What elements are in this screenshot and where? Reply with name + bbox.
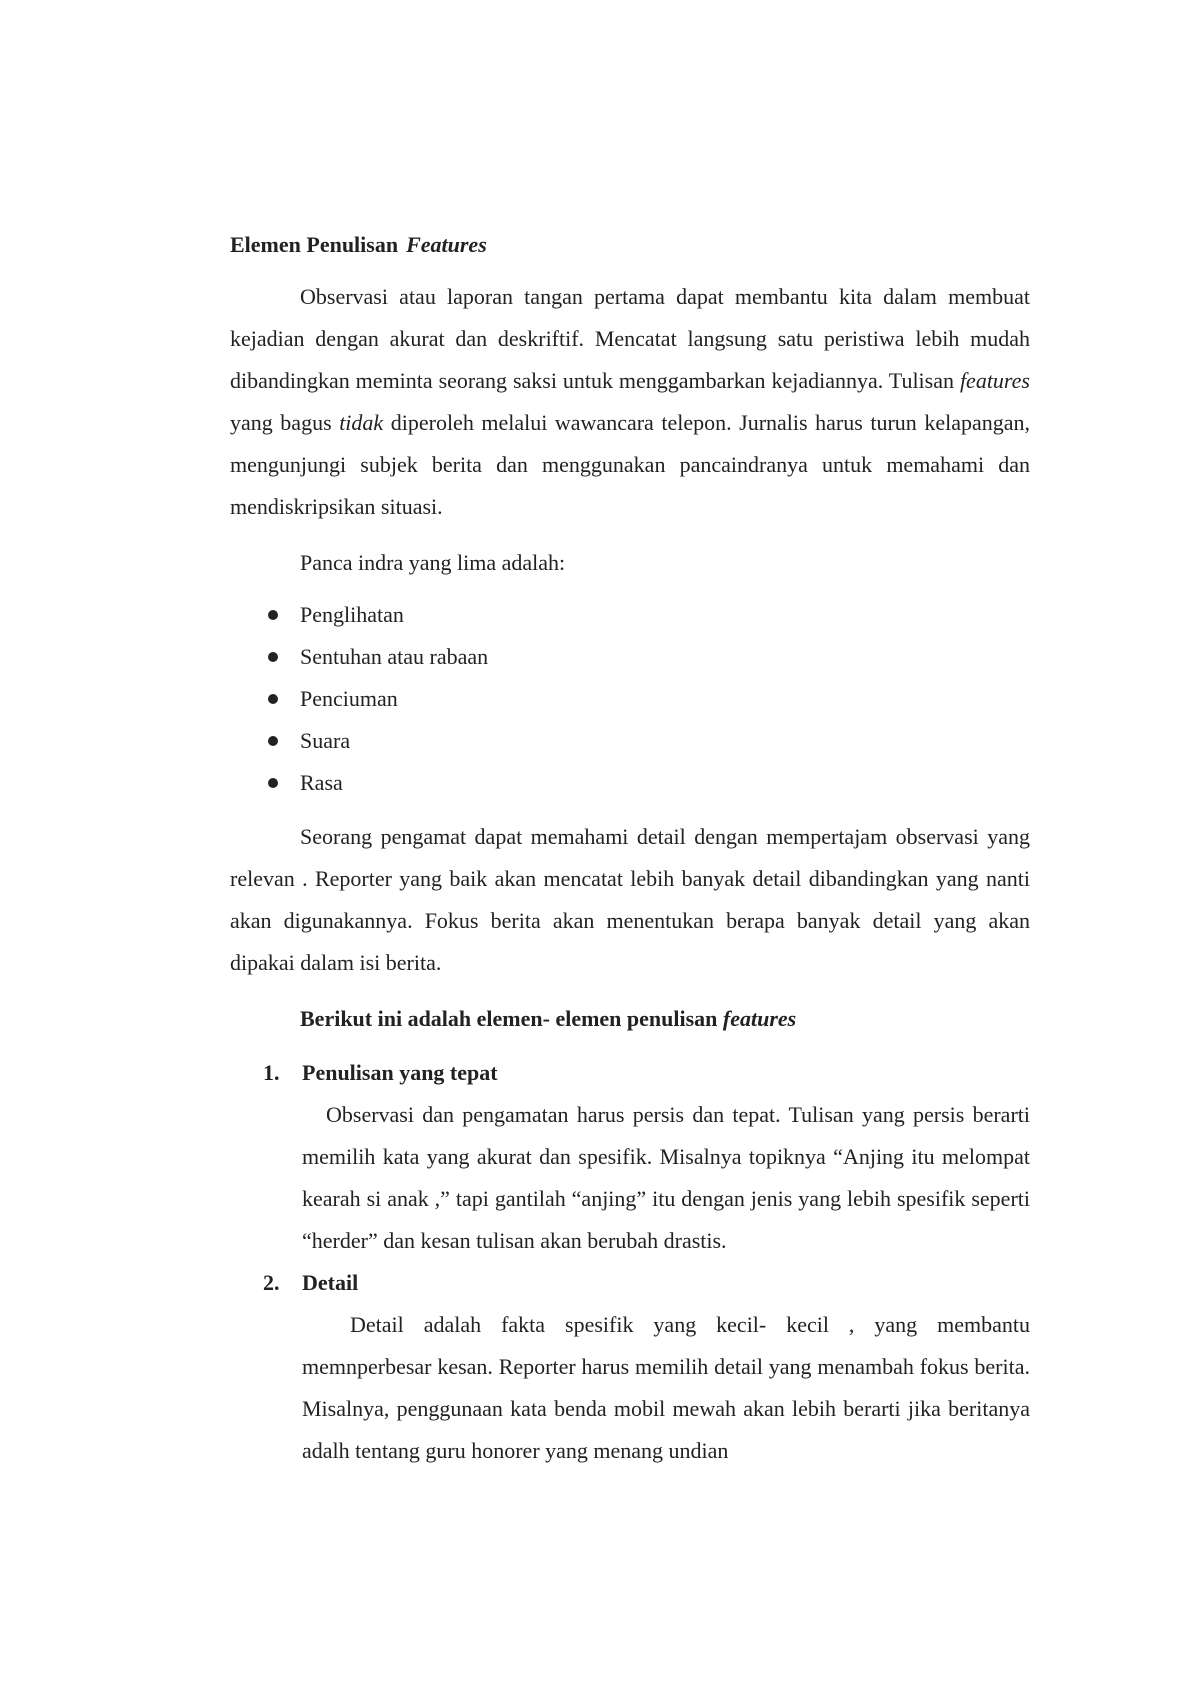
intro-italic-2: tidak <box>339 410 384 435</box>
senses-list <box>230 594 1030 804</box>
list-item <box>230 678 1030 720</box>
document-body <box>230 230 1030 1472</box>
bullet-icon <box>268 694 278 704</box>
subheading-text: Berikut ini adalah elemen- elemen penulisan <box>300 1006 723 1031</box>
element-item <box>230 1262 1030 1472</box>
list-item-label: Sentuhan atau rabaan <box>300 644 489 669</box>
intro-paragraph <box>230 276 1030 528</box>
bullet-icon <box>268 736 278 746</box>
list-item-label: Rasa <box>300 770 343 795</box>
page-title <box>230 230 1030 260</box>
subheading-italic: features <box>722 1006 797 1031</box>
elements-subheading <box>300 998 1030 1040</box>
intro-text-3: diperoleh melalui wawancara telepon. Jurnalis harus turun kelapangan, mengunjungi subjek berita dan menggunakan pancaindranya untuk memahami dan mendiskripsikan situasi. <box>230 410 1030 519</box>
senses-intro: Panca indra yang lima adalah: <box>300 550 566 575</box>
list-item <box>230 636 1030 678</box>
title-italic: Features <box>406 232 487 257</box>
observation-paragraph: Seorang pengamat dapat memahami detail dengan mempertajam observasi yang relevan . Reporter yang baik akan mencatat lebih banyak detail dibandingkan yang nanti akan digunakannya. Fokus berita akan menentukan berapa banyak detail yang akan dipakai dalam isi berita. <box>230 824 1030 975</box>
bullet-icon <box>268 652 278 662</box>
intro-text-2: yang bagus <box>230 410 340 435</box>
list-item <box>230 762 1030 804</box>
intro-italic-1: features <box>959 368 1030 393</box>
bullet-icon <box>268 610 278 620</box>
element-body: Observasi dan pengamatan harus persis dan tepat. Tulisan yang persis berarti memilih kata yang akurat dan spesifik. Misalnya topiknya “Anjing itu melompat kearah si anak ,” tapi gantilah “anjing” itu dengan jenis yang lebih spesifik seperti “herder” dan kesan tulisan akan berubah drastis. <box>302 1102 1030 1253</box>
intro-text-1: Observasi atau laporan tangan pertama dapat membantu kita dalam membuat kejadian dengan akurat dan deskriftif. Mencatat langsung satu peristiwa lebih mudah dibandingkan meminta seorang saksi untuk menggambarkan kejadiannya. Tulisan <box>230 284 1030 393</box>
list-item <box>230 594 1030 636</box>
bullet-icon <box>268 778 278 788</box>
elements-list <box>230 1052 1030 1472</box>
list-item-label: Penglihatan <box>300 602 404 627</box>
list-item-label: Suara <box>300 728 351 753</box>
element-title: Detail <box>302 1270 359 1295</box>
title-main: Elemen Penulisan <box>230 232 399 257</box>
element-title: Penulisan yang tepat <box>302 1060 498 1085</box>
element-body: Detail adalah fakta spesifik yang kecil- kecil , yang membantu memnperbesar kesan. Reporter harus memilih detail yang menambah fokus berita. Misalnya, penggunaan kata benda mobil mewah akan lebih berarti jika beritanya adalh tentang guru honorer yang menang undian <box>302 1312 1030 1463</box>
element-item <box>230 1052 1030 1262</box>
list-item <box>230 720 1030 762</box>
list-item-label: Penciuman <box>300 686 398 711</box>
element-number: 2. <box>263 1270 280 1295</box>
element-number: 1. <box>263 1060 280 1085</box>
